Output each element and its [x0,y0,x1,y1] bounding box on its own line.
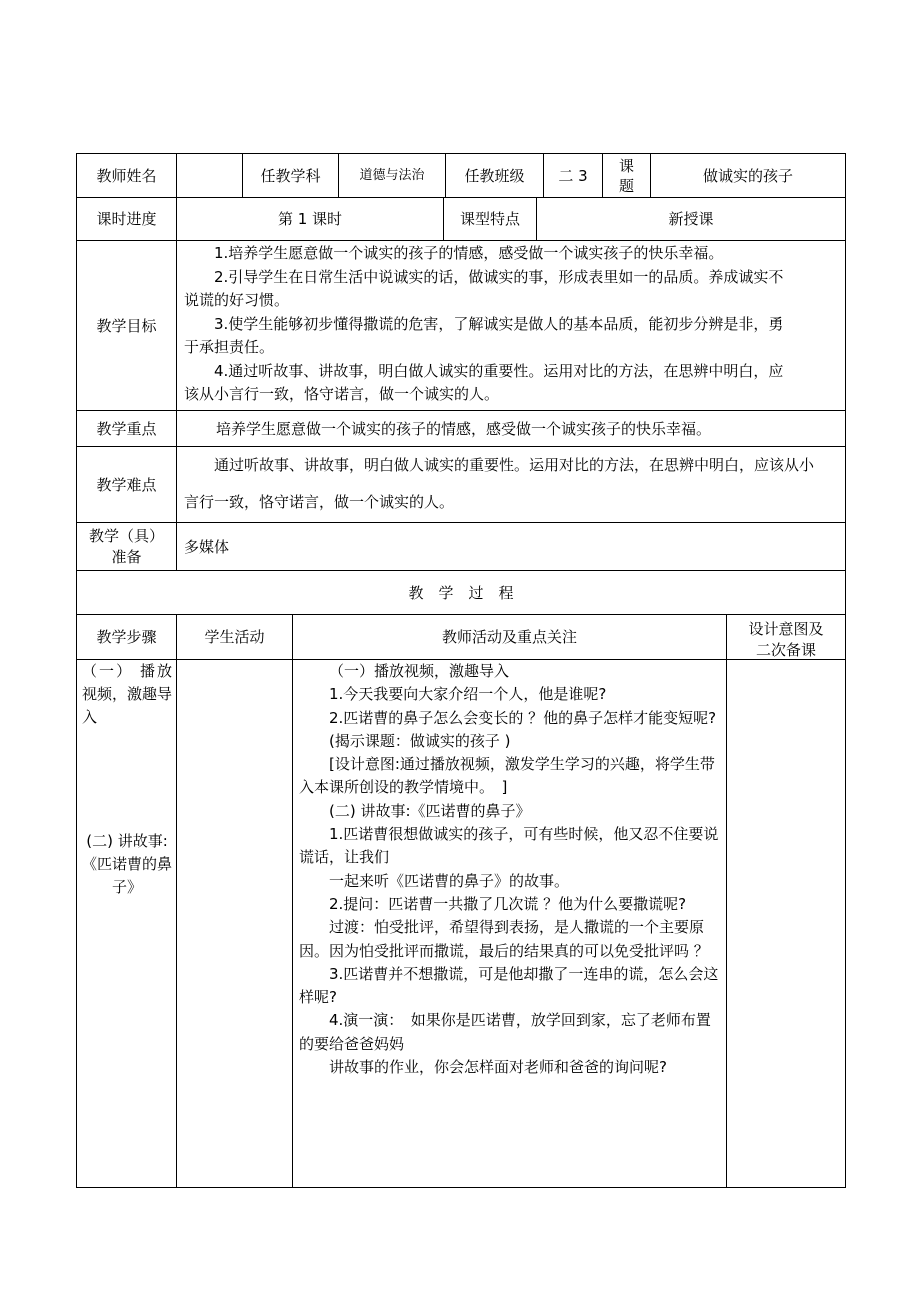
grid-line [76,1187,846,1188]
prep-label [77,523,176,570]
teacher-activity-line: 讲故事的作业，你会怎样面对老师和爸爸的询问呢? [329,1058,667,1077]
teacher-activity-line: 过渡：怕受批评，希望得到表扬，是人撒谎的一个主要原因。因为怕受批评而撒谎，最后的结果真的可以免受批评吗 ？ [299,918,709,960]
step-header: 教学步骤 [96,628,157,646]
teacher-activity-line: [设计意图:通过播放视频，激发学生学习的兴趣，将学生带入本课所创设的教学情境中。 ] [299,755,715,797]
teacher-activity-line: (揭示课题：做诚实的孩子 ) [329,731,511,750]
goal-item: 4.通过听故事、讲故事，明白做人诚实的重要性。运用对比的方法，在思辨中明白，应该从小言行一致，恪守诺言，做一个诚实的人。 [184,361,784,403]
design-intent-cell [727,660,845,1187]
prep-label-line-2: 准备 [111,547,142,566]
difficulty-label: 教学难点 [96,475,157,494]
goal-item: 2.引导学生在日常生活中说诚实的话，做诚实的事，形成表里如一的品质。养成诚实不说谎的好习惯。 [184,267,784,309]
goal-item: 3.使学生能够初步懂得撒谎的危害，了解诚实是做人的基本品质，能初步分辨是非，勇于承担责任。 [184,314,784,356]
prep-value: 多媒体 [184,537,230,556]
grid-line [176,240,177,570]
process-title: 教 学 过 程 [408,583,514,602]
teacher-activity-line: 3.匹诺曹并不想撒谎，可是他却撒了一连串的谎，怎么会这样呢? [299,964,719,1007]
teacher-activity-line: (二) 讲故事:《匹诺曹的鼻子》 [329,801,531,820]
goals-label: 教学目标 [96,316,157,335]
topic-label-line-1: 课 [618,156,634,175]
teacher-activity-line: 1.今天我要向大家介绍一个人，他是谁呢? [329,685,607,704]
teacher-activity-line: 1.匹诺曹很想做诚实的孩子，可有些时候，他又忍不住要说谎话，让我们 [299,825,719,867]
teacher-activity-line: 4.演一演： 如果你是匹诺曹，放学回到家，忘了老师布置的要给爸爸妈妈 [299,1011,711,1053]
goal-item: 1.培养学生愿意做一个诚实的孩子的情感，感受做一个诚实孩子的快乐幸福。 [214,244,724,262]
teacher-name-value [177,154,242,197]
subject-label: 任教学科 [260,166,321,185]
key-point-text: 培养学生愿意做一个诚实的孩子的情感，感受做一个诚实孩子的快乐幸福。 [216,419,712,438]
topic-value: 做诚实的孩子 [702,166,793,185]
step-item: （一） 播放视频，激趣导入 [82,662,173,726]
teacher-activity-line: 一起来听《匹诺曹的鼻子》的故事。 [329,871,570,890]
lesson-type-label: 课型特点 [459,210,520,228]
teacher-activity-line: （一）播放视频，激趣导入 [329,662,510,680]
design-header-line-2: 二次备课 [755,641,816,659]
design-header-line-1: 设计意图及 [748,620,824,638]
lesson-type-value: 新授课 [668,210,714,228]
step-item: (二) 讲故事:《匹诺曹的鼻子》 [82,832,173,896]
goals-content [184,241,792,410]
teacher-activity-header: 教师活动及重点关注 [441,628,577,646]
student-activity-cell [177,660,292,1187]
teacher-activity-content [299,660,719,1079]
subject-value: 道德与法治 [359,167,425,183]
progress-label: 课时进度 [96,210,157,228]
difficulty-paragraph: 通过听故事、讲故事，明白做人诚实的重要性。运用对比的方法，在思辨中明白，应该从小言行一致，恪守诺言，做一个诚实的人。 [184,456,815,511]
design-intent-header [727,615,845,659]
topic-label-line-2: 题 [618,176,634,195]
key-point-label: 教学重点 [96,419,157,438]
class-value: 二 3 [558,166,588,185]
progress-value: 第 1 课时 [277,210,343,228]
teacher-activity-line: 2.提问：匹诺曹一共撒了几次谎 ？他为什么要撒谎呢? [329,894,687,913]
grid-line [845,153,846,1187]
difficulty-text [184,447,822,522]
class-label: 任教班级 [464,166,525,185]
prep-label-line-1: 教学（具） [88,526,164,545]
teacher-name-label: 教师姓名 [96,166,157,185]
grid-line [292,614,293,1187]
topic-label [603,154,650,197]
teacher-activity-line: 2.匹诺曹的鼻子怎么会变长的 ？他的鼻子怎样才能变短呢? [329,708,717,727]
student-activity-header: 学生活动 [204,628,265,646]
